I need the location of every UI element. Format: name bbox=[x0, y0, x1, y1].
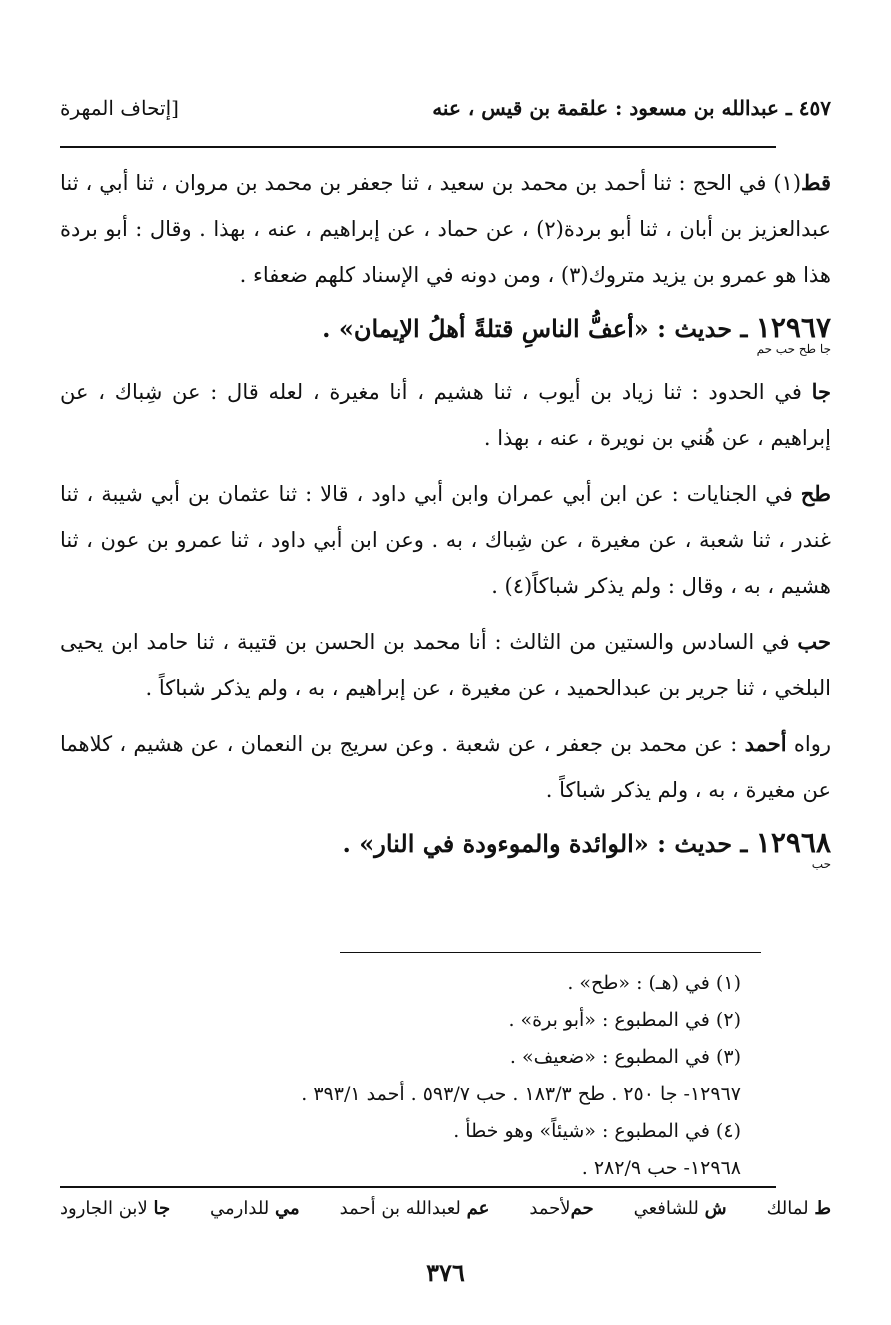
legend-item bbox=[210, 1198, 300, 1228]
legend-rule bbox=[60, 1186, 776, 1188]
footnote-3: (٣) في المطبوع : «ضعيف» . bbox=[509, 1046, 741, 1068]
footnotes bbox=[60, 965, 741, 1187]
hadith-text: ـ حديث : «أعفُّ الناسِ قتلةً أهلُ الإيمان» . bbox=[322, 314, 756, 343]
paragraph-text: : عن محمد بن جعفر ، عن شعبة . وعن سريج بن النعمان ، عن هشيم ، كلاهما عن مغيرة ، به ، ولم يذكر شباكاً . bbox=[60, 732, 831, 802]
legend-code: ش bbox=[704, 1198, 727, 1219]
chapter-title: ٤٥٧ ـ عبدالله بن مسعود : علقمة بن قيس ، عنه bbox=[432, 96, 831, 120]
paragraph-text: في الحدود : ثنا زياد بن أيوب ، ثنا هشيم ، أنا مغيرة ، لعله قال : عن شِباك ، عن إبراهيم ، عن هُني بن نويرة ، عنه ، بهذا . bbox=[60, 380, 831, 450]
footnote-ref-12967: ١٢٩٦٧- جا ٢٥٠ . طح ١٨٣/٣ . حب ٥٩٣/٧ . أحمد ٣٩٣/١ . bbox=[301, 1083, 741, 1105]
paragraph-qt bbox=[60, 160, 831, 298]
paragraph-ahmad bbox=[60, 721, 831, 813]
legend-code: مي bbox=[275, 1198, 300, 1219]
legend-code: حم bbox=[570, 1198, 594, 1219]
page-number: ٣٧٦ bbox=[426, 1258, 465, 1287]
paragraph-hb bbox=[60, 619, 831, 711]
hadith-number: ١٢٩٦٨ bbox=[755, 826, 831, 859]
legend-item bbox=[767, 1198, 831, 1228]
source-name: أحمد bbox=[744, 731, 787, 756]
header-rule bbox=[60, 146, 776, 148]
legend-name: للدارمي bbox=[210, 1198, 270, 1219]
paragraph-text: (١) في الحج : ثنا أحمد بن محمد بن سعيد ، ثنا جعفر بن محمد بن مروان ، ثنا أبي ، ثنا عبدالعزيز بن أبان ، ثنا أبو بردة(٢) ، عن حماد ، عن إبراهيم ، عنه ، بهذا . وقال : أبو بردة هذا هو عمرو بن يزيد متروك(٣) ، ومن دونه في الإسناد كلهم ضعفاء . bbox=[60, 171, 831, 287]
running-header bbox=[60, 96, 831, 130]
legend-item bbox=[529, 1198, 593, 1228]
source-code: طح bbox=[800, 481, 831, 506]
hadith-heading-12967 bbox=[60, 308, 831, 356]
paragraph-text: في السادس والستين من الثالث : أنا محمد بن الحسن بن قتيبة ، ثنا حامد ابن يحيى البلخي ، ثنا جرير بن عبدالحميد ، عن مغيرة ، عن إبراهيم ، به ، ولم يذكر شباكاً . bbox=[60, 630, 831, 700]
legend-name: لأحمد bbox=[529, 1198, 571, 1219]
hadith-text: ـ حديث : «الوائدة والموءودة في النار» . bbox=[342, 829, 756, 858]
footnote-4: (٤) في المطبوع : «شيئاً» وهو خطأ . bbox=[453, 1120, 741, 1142]
paragraph-th bbox=[60, 471, 831, 609]
paragraph-text: في الجنايات : عن ابن أبي عمران وابن أبي داود ، قالا : ثنا عثمان بن أبي شيبة ، ثنا غندر ، ثنا شعبة ، عن مغيرة ، عن شِباك ، به . وعن ابن أبي داود ، ثنا عمرو بن عون ، ثنا هشيم ، به ، وقال : ولم يذكر شباكاً(٤) . bbox=[60, 482, 831, 598]
legend-code: عم bbox=[466, 1198, 490, 1219]
source-code: جا bbox=[811, 379, 831, 404]
abbreviation-legend bbox=[60, 1198, 831, 1228]
legend-item bbox=[60, 1198, 170, 1228]
footnote-1: (١) في (هـ) : «طح» . bbox=[567, 972, 741, 994]
book-title: [إتحاف المهرة bbox=[60, 96, 179, 120]
footnote-2: (٢) في المطبوع : «أبو برة» . bbox=[508, 1009, 741, 1031]
legend-code: ط bbox=[814, 1198, 831, 1219]
source-code: حب bbox=[797, 629, 831, 654]
main-text bbox=[60, 160, 831, 884]
hadith-heading-12968 bbox=[60, 823, 831, 871]
paragraph-prefix: رواه bbox=[786, 732, 831, 756]
hadith-number: ١٢٩٦٧ bbox=[755, 311, 831, 344]
source-code: قط bbox=[801, 170, 831, 195]
legend-name: لعبدالله بن أحمد bbox=[339, 1198, 461, 1219]
legend-item bbox=[340, 1198, 490, 1228]
footnote-rule bbox=[340, 952, 761, 953]
legend-code: جا bbox=[153, 1198, 171, 1219]
paragraph-ja bbox=[60, 369, 831, 461]
footnote-ref-12968: ١٢٩٦٨- حب ٢٨٢/٩ . bbox=[581, 1157, 741, 1179]
hadith-sources: حب bbox=[811, 857, 831, 871]
hadith-sources: جا طح حب حم bbox=[756, 342, 831, 356]
legend-name: لمالك bbox=[766, 1198, 809, 1219]
legend-name: لابن الجارود bbox=[60, 1198, 148, 1219]
legend-item bbox=[634, 1198, 727, 1228]
legend-name: للشافعي bbox=[633, 1198, 699, 1219]
